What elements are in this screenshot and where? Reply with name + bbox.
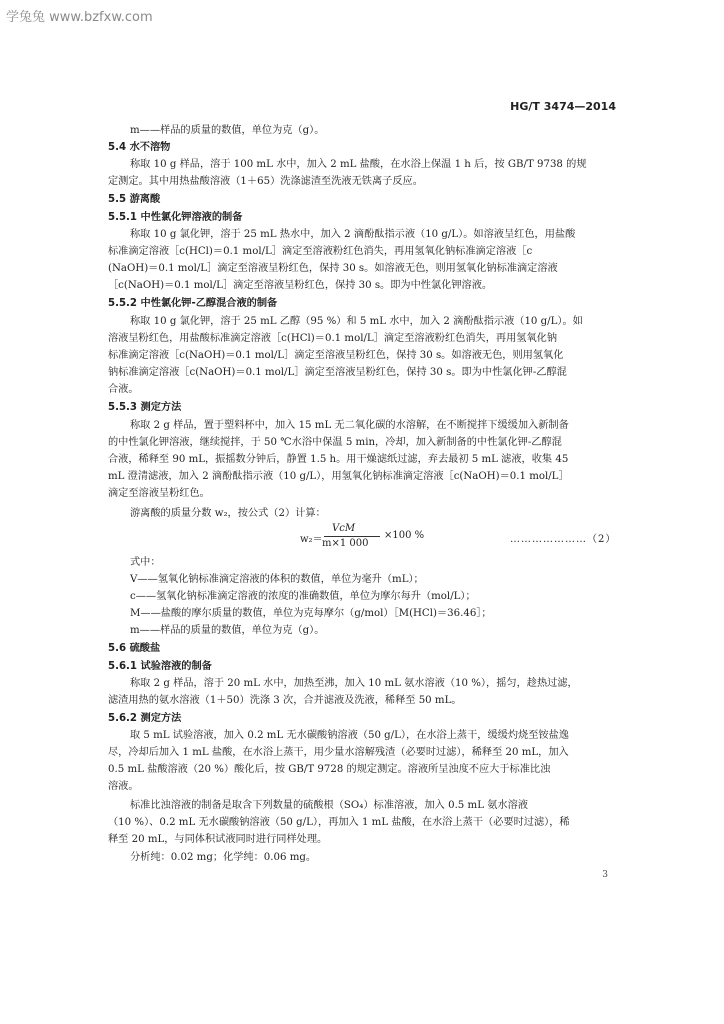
text-line: 分析纯：0.02 mg；化学纯：0.06 mg。: [130, 852, 317, 863]
text-line: 标准比浊溶液的制备是取含下列数量的硫酸根（SO₄）标准溶液，加入 0.5 mL 氨水溶液: [130, 800, 528, 811]
text-line: 定测定。其中用热盐酸溶液（1＋65）洗涤滤渣至洗液无铁离子反应。: [108, 176, 423, 187]
text-line: 0.5 mL 盐酸溶液（20 %）酸化后，按 GB/T 9728 的规定测定。溶液所呈浊度不应大于标准比浊: [108, 764, 551, 775]
variable-definition: c——氢氧化钠标准滴定溶液的浓度的准确数值，单位为摩尔每升（mol/L）；: [130, 591, 476, 602]
formula-lhs: w₂＝: [300, 534, 323, 545]
text-line: 称取 10 g 样品，溶于 100 mL 水中，加入 2 mL 盐酸，在水浴上保温 1 h 后，按 GB/T 9738 的规: [130, 159, 587, 170]
formula-denominator: m×1 000: [322, 538, 369, 549]
text-line: 称取 2 g 样品，溶于 20 mL 水中，加热至沸，加入 10 mL 氨水溶液（10 %），摇匀，趁热过滤，: [130, 678, 578, 689]
page-number: 3: [602, 870, 608, 880]
subsection-heading: 5.6.1 试验溶液的制备: [108, 661, 212, 672]
watermark: 学兔兔 www.bzfxw.com: [6, 10, 153, 25]
standard-number: HG/T 3474—2014: [510, 100, 616, 113]
text-line: ［c(NaOH)＝0.1 mol/L］滴定至溶液呈粉红色，保持 30 s。即为中性氯化钾溶液。: [108, 280, 493, 291]
text-line: 合液，稀释至 90 mL，振摇数分钟后，静置 1.5 h。用干燥滤纸过滤，弃去最初 5 mL 滤液，收集 45: [108, 454, 569, 465]
text-line: 标准滴定溶液［c(HCl)＝0.1 mol/L］滴定至溶液粉红色消失，再用氢氧化钠标准滴定溶液［c: [108, 246, 533, 257]
formula-2: [300, 523, 500, 551]
text-line: 称取 2 g 样品，置于塑料杯中，加入 15 mL 无二氧化碳的水溶解，在不断搅拌下缓缓加入新制备: [130, 420, 569, 431]
section-heading: 5.6 硫酸盐: [108, 643, 161, 654]
variable-definition: m——样品的质量的数值，单位为克（g）。: [130, 625, 325, 636]
text-line: 合液。: [108, 384, 139, 395]
subsection-heading: 5.5.3 测定方法: [108, 402, 182, 413]
text-line: mL 澄清滤液，加入 2 滴酚酞指示液（10 g/L），用氢氧化钠标准滴定溶液［c(NaOH)＝0.1 mol/L］: [108, 471, 569, 482]
text-line: 滤渣用热的氨水溶液（1＋50）洗涤 3 次，合并滤液及洗液，稀释至 50 mL。: [108, 695, 462, 706]
text-line: 标准滴定溶液［c(NaOH)＝0.1 mol/L］滴定至溶液呈粉红色，保持 30 s。如溶液无色，则用氢氧化: [108, 350, 564, 361]
formula-number: …………………（2）: [510, 534, 617, 545]
text-line: 的中性氯化钾溶液，继续搅拌，于 50 ℃水浴中保温 5 min，冷却，加入新制备的中性氯化钾-乙醇混: [108, 437, 562, 448]
text-line: 称取 10 g 氯化钾，溶于 25 mL 热水中，加入 2 滴酚酞指示液（10 g/L）。如溶液呈红色，用盐酸: [130, 229, 576, 240]
text-line: 溶液呈粉红色，用盐酸标准滴定溶液［c(HCl)＝0.1 mol/L］滴定至溶液粉红色消失，再用氢氧化钠: [108, 333, 558, 344]
text-line: 称取 10 g 氯化钾，溶于 25 mL 乙醇（95 %）和 5 mL 水中，加入 2 滴酚酞指示液（10 g/L）。如: [130, 316, 583, 327]
text-line: 溶液。: [108, 781, 139, 792]
text-line: 释至 20 mL，与同体积试液同时进行同样处理。: [108, 834, 328, 845]
fraction-bar: [324, 536, 380, 537]
variable-definition: M——盐酸的摩尔质量的数值，单位为克每摩尔（g/mol）［M(HCl)＝36.46］；: [130, 608, 492, 619]
text-line: 尽，冷却后加入 1 mL 盐酸，在水浴上蒸干，用少量水溶解残渣（必要时过滤），稀释至 20 mL，加入: [108, 747, 569, 758]
formula-numerator: VcM: [332, 523, 356, 534]
text-line: 滴定至溶液呈粉红色。: [108, 488, 210, 499]
text-line: 式中：: [130, 557, 161, 568]
text-line: 取 5 mL 试验溶液，加入 0.2 mL 无水碳酸钠溶液（50 g/L），在水浴上蒸干，缓缓灼烧至铵盐逸: [130, 730, 569, 741]
section-heading: 5.5 游离酸: [108, 194, 161, 205]
variable-definition: V——氢氧化钠标准滴定溶液的体积的数值，单位为毫升（mL）；: [130, 574, 424, 585]
subsection-heading: 5.5.1 中性氯化钾溶液的制备: [108, 212, 243, 223]
subsection-heading: 5.5.2 中性氯化钾-乙醇混合液的制备: [108, 298, 278, 309]
formula-rhs: ×100 %: [384, 530, 425, 541]
text-line: （10 %）、0.2 mL 无水碳酸钠溶液（50 g/L），再加入 1 mL 盐酸，在水浴上蒸干（必要时过滤），稀: [108, 817, 570, 828]
text-line: 钠标准滴定溶液［c(NaOH)＝0.1 mol/L］滴定至溶液呈粉红色，保持 30 s。即为中性氯化钾-乙醇混: [108, 367, 567, 378]
section-heading: 5.4 水不溶物: [108, 142, 171, 153]
text-line: (NaOH)＝0.1 mol/L］滴定至溶液呈粉红色，保持 30 s。如溶液无色，则用氢氧化钠标准滴定溶液: [108, 263, 558, 274]
text-line: 游离酸的质量分数 w₂，按公式（2）计算：: [130, 508, 326, 519]
subsection-heading: 5.6.2 测定方法: [108, 713, 182, 724]
text-line: m——样品的质量的数值，单位为克（g）。: [130, 125, 325, 136]
